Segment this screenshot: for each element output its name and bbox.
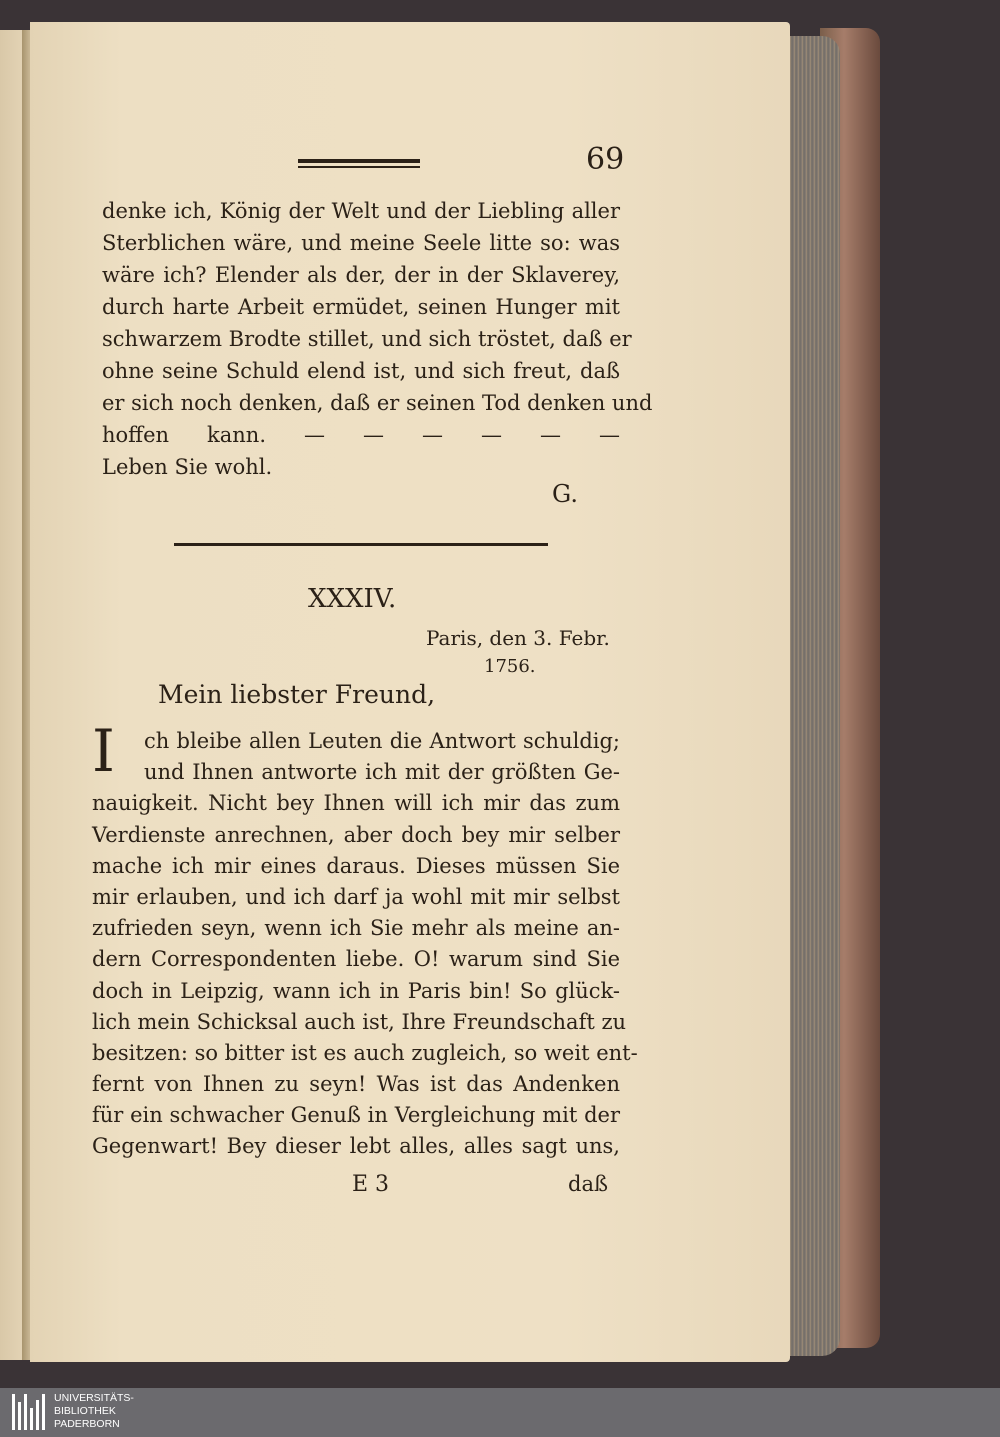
library-name (54, 1392, 134, 1431)
text-line: wäre ich? Elender als der, der in der Sklaverey, (102, 263, 620, 287)
salutation: Mein liebster Freund, (158, 680, 436, 709)
section-divider (174, 543, 548, 546)
drop-cap: I (92, 717, 115, 785)
year: 1756. (484, 656, 536, 677)
text-line: schwarzem Brodte stillet, und sich tröstet, daß er (102, 327, 632, 351)
place-date: Paris, den 3. Febr. (426, 626, 610, 650)
text-line: mache ich mir eines daraus. Dieses müssen Sie (92, 853, 620, 878)
text-line: doch in Leipzig, wann ich in Paris bin! So glück- (92, 978, 620, 1003)
text-line: nauigkeit. Nicht bey Ihnen will ich mir das zum (92, 791, 620, 816)
text-line: mir erlauben, und ich darf ja wohl mit mir selbst (92, 884, 620, 909)
text-line: durch harte Arbeit ermüdet, seinen Hunger mit (102, 295, 620, 319)
library-footer (0, 1388, 1000, 1437)
page-number: 69 (586, 142, 625, 177)
text-line: Verdienste anrechnen, aber doch bey mir selber (92, 822, 620, 847)
text-line: denke ich, König der Welt und der Liebling aller (102, 199, 620, 223)
library-name-line: UNIVERSITÄTS- (54, 1392, 134, 1404)
text-line: für ein schwacher Genuß in Vergleichung mit der (92, 1103, 620, 1128)
text-line: lich mein Schicksal auch ist, Ihre Freundschaft zu (92, 1009, 627, 1034)
text-line: Gegenwart! Bey dieser lebt alles, alles sagt uns, (92, 1134, 620, 1159)
text-line: ch bleibe allen Leuten die Antwort schuldig; (144, 729, 620, 753)
header-rule-thin (298, 166, 420, 168)
text-line: dern Correspondenten liebe. O! warum sind Sie (92, 947, 620, 972)
signature: G. (552, 480, 578, 508)
library-logo-icon (12, 1394, 48, 1430)
text-line: zufrieden seyn, wenn ich Sie mehr als meine an- (92, 916, 620, 941)
text-line: hoffen kann. — — — — — — (102, 423, 620, 447)
letter-body (92, 726, 638, 1163)
catchword: daß (568, 1172, 608, 1196)
header-rule (298, 159, 420, 163)
text-line: besitzen: so bitter ist es auch zugleich, so weit ent- (92, 1040, 638, 1065)
text-line: Leben Sie wohl. (102, 455, 273, 479)
text-line: Sterblichen wäre, und meine Seele litte so: was (102, 231, 620, 255)
text-line: und Ihnen antworte ich mit der größten Ge- (144, 760, 620, 785)
text-line: ohne seine Schuld elend ist, und sich freut, daß (102, 359, 620, 383)
paragraph-continuation (102, 195, 653, 483)
signature-mark: E 3 (352, 1172, 390, 1197)
library-name-line: BIBLIOTHEK (54, 1405, 116, 1417)
text-line: fernt von Ihnen zu seyn! Was ist das Andenken (92, 1072, 620, 1097)
library-name-line: PADERBORN (54, 1418, 120, 1430)
letter-number: XXXIV. (308, 584, 397, 614)
text-line: er sich noch denken, daß er seinen Tod denken und (102, 391, 653, 415)
